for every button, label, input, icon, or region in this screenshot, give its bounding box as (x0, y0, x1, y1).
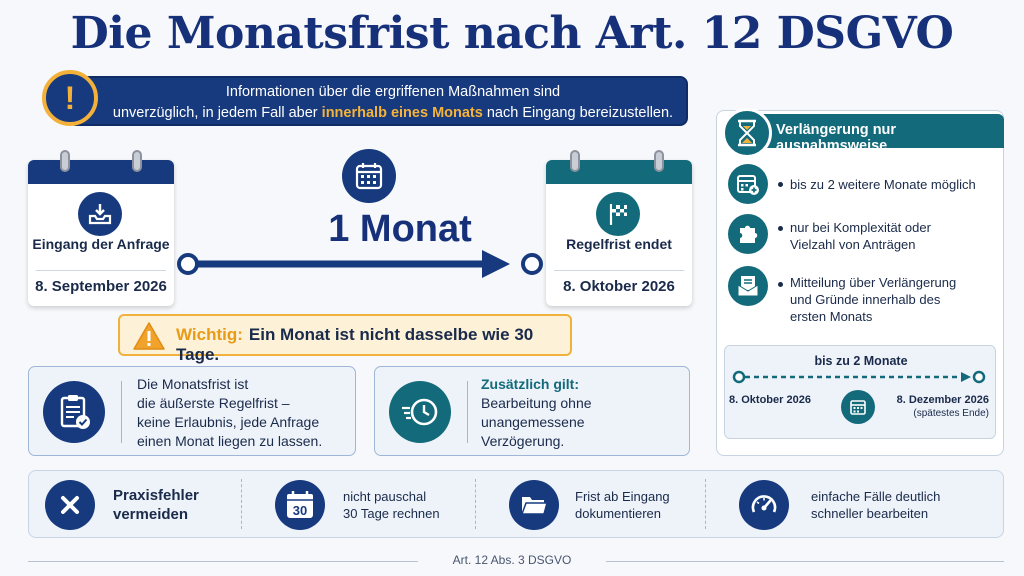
extension-panel-title: Verlängerung nur ausnahmsweise (756, 114, 1004, 148)
bar-item-3-line-1: einfache Fälle deutlich (811, 489, 941, 504)
timeline-label: bis zu 2 Monate (814, 354, 908, 368)
clipboard-check-icon (43, 381, 105, 443)
timeline-end-date: 8. Dezember 2026 (896, 394, 989, 406)
inbox-download-icon (78, 192, 122, 236)
bar-item-1-line-1: nicht pauschal (343, 489, 427, 504)
extension-item-3-line-3: ersten Monats (790, 309, 873, 324)
banner-line-2-start: unverzüglich, in jedem Fall aber (112, 105, 322, 121)
extension-item-2-line-1: nur bei Komplexität oder (790, 220, 931, 235)
timeline-arrow (731, 368, 991, 386)
deadline-info-line-2: die äußerste Regelfrist – (137, 395, 290, 411)
start-card-date: 8. September 2026 (35, 278, 167, 295)
bar-item-2-line-2: dokumentieren (575, 506, 661, 521)
hourglass-icon (722, 108, 772, 158)
deadline-info-box (28, 366, 356, 456)
svg-text:30: 30 (292, 503, 308, 518)
fast-clock-icon (389, 381, 451, 443)
page-title: Die Monatsfrist nach Art. 12 DSGVO (70, 8, 954, 59)
mail-document-icon (728, 266, 768, 306)
folder-icon (509, 480, 559, 530)
calendar-icon (342, 149, 396, 203)
extension-item-2-line-2: Vielzahl von Anträgen (790, 237, 916, 252)
start-date-card (28, 160, 174, 306)
end-card-date: 8. Oktober 2026 (563, 278, 675, 295)
end-date-card (546, 160, 692, 306)
close-icon (45, 480, 95, 530)
puzzle-icon (728, 214, 768, 254)
additional-rule-line-2: unangemessene (481, 414, 585, 430)
banner-line-1: Informationen über die ergriffenen Maßnahmen sind (225, 84, 561, 100)
info-banner (68, 76, 688, 126)
end-card-label: Regelfrist endet (566, 236, 672, 252)
banner-line-2 (110, 103, 676, 124)
practice-errors-bar (28, 470, 1004, 538)
practice-errors-heading-1: Praxisfehler (113, 487, 199, 504)
timeline-end-note: (spätestes Ende) (913, 408, 989, 419)
extension-item-1-line-1: bis zu 2 weitere Monate möglich (790, 177, 976, 192)
warning-triangle-icon (132, 321, 166, 351)
calendar-plus-icon (728, 164, 768, 204)
additional-rule-heading: Zusätzlich gilt: (481, 376, 579, 392)
warning-prefix: Wichtig: (176, 325, 243, 344)
duration-label: 1 Monat (328, 208, 472, 250)
warning-banner (118, 314, 572, 364)
start-card-label: Eingang der Anfrage (32, 236, 170, 252)
banner-line-2-end: nach Eingang bereizustellen. (482, 105, 674, 121)
deadline-info-line-3: keine Erlaubnis, jede Anfrage (137, 414, 320, 430)
timeline-start-date: 8. Oktober 2026 (729, 394, 811, 406)
bar-item-3-line-2: schneller bearbeiten (811, 506, 929, 521)
extension-item-3-line-1: Mitteilung über Verlängerung (790, 275, 957, 290)
extension-timeline (724, 345, 996, 439)
additional-rule-line-3: Verzögerung. (481, 433, 565, 449)
calendar-30-icon (275, 480, 325, 530)
checkered-flag-icon (596, 192, 640, 236)
additional-rule-box (374, 366, 690, 456)
speedometer-icon (739, 480, 789, 530)
additional-rule-line-1: Bearbeitung ohne (481, 395, 592, 411)
deadline-info-line-1: Die Monatsfrist ist (137, 376, 249, 392)
warning-text: Ein Monat ist nicht dasselbe wie 30 Tage. (176, 325, 534, 364)
footer-reference: Art. 12 Abs. 3 DSGVO (452, 553, 572, 567)
practice-errors-heading-2: vermeiden (113, 506, 189, 523)
calendar-icon (841, 390, 875, 424)
bar-item-1-line-2: 30 Tage rechnen (343, 506, 440, 521)
exclamation-icon: ! (42, 70, 98, 126)
banner-highlight: innerhalb eines Monats (321, 105, 483, 121)
extension-item-3-line-2: und Gründe innerhalb des (790, 292, 941, 307)
bar-item-2-line-1: Frist ab Eingang (575, 489, 670, 504)
deadline-info-line-4: einen Monat liegen zu lassen. (137, 433, 323, 449)
